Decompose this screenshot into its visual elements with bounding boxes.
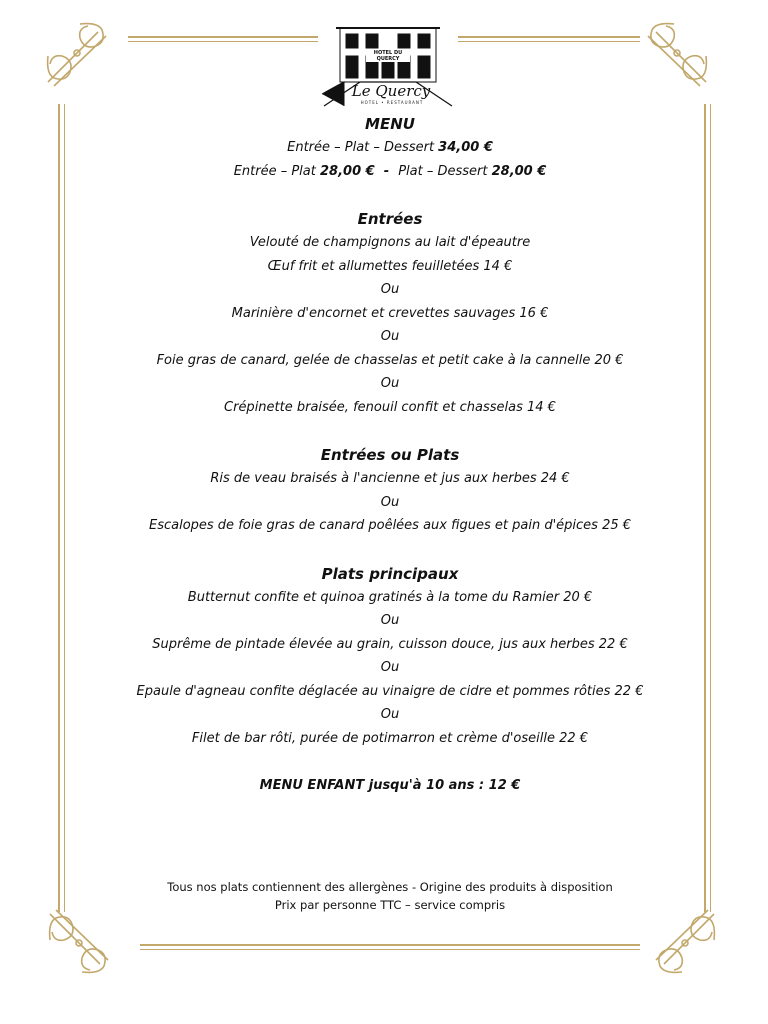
restaurant-name: Le Quercy: [351, 82, 431, 100]
or-separator: Ou: [380, 376, 400, 391]
dish-line: Velouté de champignons au lait d'épeautre: [249, 235, 531, 250]
formula-price: 28,00 €: [491, 163, 547, 179]
section-title: Entrées: [357, 210, 423, 228]
or-separator: Ou: [380, 707, 400, 722]
formula-line: [70, 160, 710, 184]
or-separator: Ou: [380, 660, 400, 675]
formula-price: 34,00 €: [438, 140, 493, 155]
menu-body: [70, 113, 710, 798]
frame-bottom-rule: [140, 944, 640, 946]
formula-label: Entrée – Plat: [233, 163, 320, 179]
formula-separator: -: [374, 163, 399, 179]
dish-line: Escalopes de foie gras de canard poêlées aux figues et pain d'épices 25 €: [148, 518, 632, 533]
hotel-sign: HOTEL DU QUERCY: [366, 50, 410, 62]
allergen-note: Tous nos plats contiennent des allergènes - Origine des produits à disposition: [167, 880, 613, 894]
section-title: Plats principaux: [321, 564, 459, 583]
dish-line: Œuf frit et allumettes feuilletées 14 €: [267, 258, 513, 274]
menu-title: MENU: [365, 115, 415, 133]
formula-label: Entrée – Plat – Dessert: [287, 140, 439, 155]
dish-line: Filet de bar rôti, purée de potimarron et crème d'oseille 22 €: [191, 730, 589, 746]
corner-ornament-icon: [648, 906, 722, 980]
formula-label: Plat – Dessert: [398, 163, 492, 179]
dish-line: Epaule d'agneau confite déglacée au vinaigre de cidre et pommes rôties 22 €: [136, 683, 644, 699]
dish-line: Butternut confite et quinoa gratinés à la tome du Ramier 20 €: [187, 589, 593, 605]
section-title: Entrées ou Plats: [320, 446, 460, 464]
hotel-logo: [320, 22, 456, 108]
dish-line: Marinière d'encornet et crevettes sauvages 16 €: [231, 305, 549, 321]
corner-ornament-icon: [640, 16, 714, 90]
dish-line: Foie gras de canard, gelée de chasselas et petit cake à la cannelle 20 €: [156, 352, 624, 368]
corner-ornament-icon: [40, 16, 114, 90]
or-separator: Ou: [380, 282, 400, 297]
dish-line: Crépinette braisée, fenouil confit et chasselas 14 €: [224, 399, 556, 415]
dish-line: Ris de veau braisés à l'ancienne et jus aux herbes 24 €: [210, 471, 570, 486]
restaurant-subtitle: HOTEL • RESTAURANT: [360, 100, 424, 105]
frame-top-left-rule: [128, 36, 318, 38]
dish-line: Suprême de pintade élevée au grain, cuisson douce, jus aux herbes 22 €: [152, 636, 628, 652]
or-separator: Ou: [380, 494, 400, 510]
footer-notes: [70, 878, 710, 914]
formula-line: [70, 136, 710, 160]
kids-menu: MENU ENFANT jusqu'à 10 ans : 12 €: [259, 778, 521, 793]
or-separator: Ou: [380, 329, 400, 344]
or-separator: Ou: [380, 613, 400, 628]
corner-ornament-icon: [42, 906, 116, 980]
price-note: Prix par personne TTC – service compris: [274, 898, 506, 912]
frame-left-rule: [58, 104, 60, 912]
formula-price: 28,00 €: [320, 163, 375, 179]
frame-top-right-rule: [458, 36, 640, 38]
